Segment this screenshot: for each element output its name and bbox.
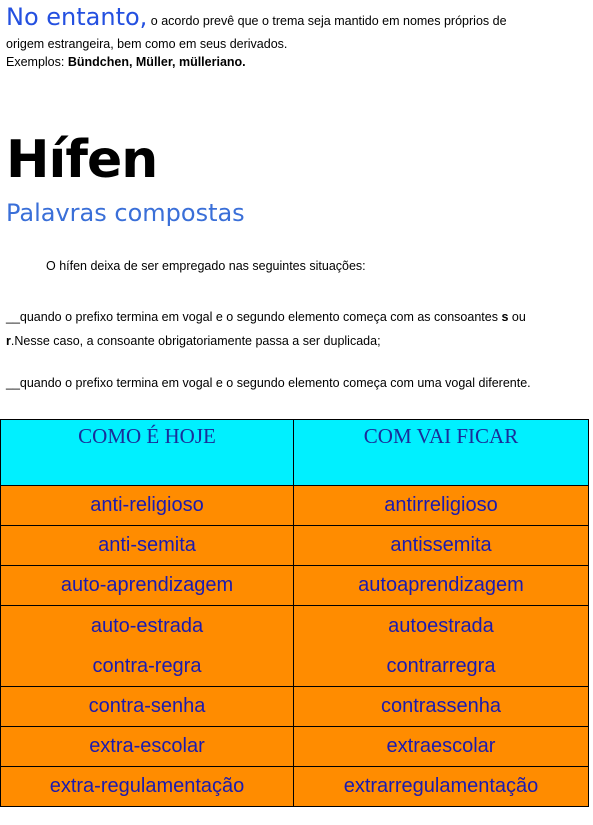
comparison-table-wrapper — [0, 419, 589, 807]
page-subtitle: Palavras compostas — [6, 199, 245, 227]
table-cell-new: extraescolar — [294, 727, 589, 767]
table-header-row — [1, 420, 589, 486]
intro-text-1: o acordo prevê que o trema seja mantido em nomes próprios de — [147, 14, 507, 28]
examples-line — [6, 55, 591, 69]
table-row — [1, 606, 589, 687]
table-cell-new — [294, 606, 589, 687]
examples-list: Bündchen, Müller, mülleriano. — [67, 55, 246, 69]
rule-1-text-b: ou — [508, 310, 526, 324]
cell-line: contrarregra — [386, 655, 496, 677]
table-cell-new: antissemita — [294, 526, 589, 566]
header-como-e-hoje: COMO É HOJE — [1, 420, 294, 486]
examples-label: Exemplos: — [6, 55, 68, 69]
intro-text-2: origem estrangeira, bem como em seus derivados. — [6, 37, 288, 51]
rule-1-text-a: __quando o prefixo termina em vogal e o segundo elemento começa com as consoantes — [6, 310, 502, 324]
rule-1-letter-r: r — [6, 334, 11, 348]
cell-line: autoestrada — [388, 615, 494, 637]
table-cell-current: auto-aprendizagem — [1, 566, 294, 606]
comparison-table — [0, 419, 589, 807]
table-row — [1, 526, 589, 566]
table-row — [1, 727, 589, 767]
page-title: Hífen — [6, 130, 158, 190]
paragraph-intro: O hífen deixa de ser empregado nas seguintes situações: — [46, 259, 366, 273]
table-row — [1, 767, 589, 807]
table-cell-new: contrassenha — [294, 687, 589, 727]
table-row — [1, 566, 589, 606]
table-cell-current — [1, 606, 294, 687]
table-cell-new: extrarregulamentação — [294, 767, 589, 807]
header-com-vai-ficar: COM VAI FICAR — [294, 420, 589, 486]
table-cell-new: antirreligioso — [294, 486, 589, 526]
paragraph-rule-1 — [6, 305, 591, 353]
intro-lead: No entanto, — [6, 3, 148, 31]
table-cell-current: extra-regulamentação — [1, 767, 294, 807]
rule-1-text-c: .Nesse caso, a consoante obrigatoriamente passa a ser duplicada; — [10, 334, 381, 348]
table-cell-current: anti-semita — [1, 526, 294, 566]
rule-1-letter-s: s — [501, 310, 509, 324]
cell-line: auto-estrada — [90, 615, 204, 637]
table-row — [1, 687, 589, 727]
table-cell-current: contra-senha — [1, 687, 294, 727]
cell-line: contra-regra — [92, 655, 202, 677]
paragraph-rule-2: __quando o prefixo termina em vogal e o segundo elemento começa com uma vogal diferente. — [6, 376, 531, 390]
table-row — [1, 486, 589, 526]
table-cell-current: extra-escolar — [1, 727, 294, 767]
table-cell-new: autoaprendizagem — [294, 566, 589, 606]
table-cell-current: anti-religioso — [1, 486, 294, 526]
intro-paragraph — [6, 3, 591, 69]
